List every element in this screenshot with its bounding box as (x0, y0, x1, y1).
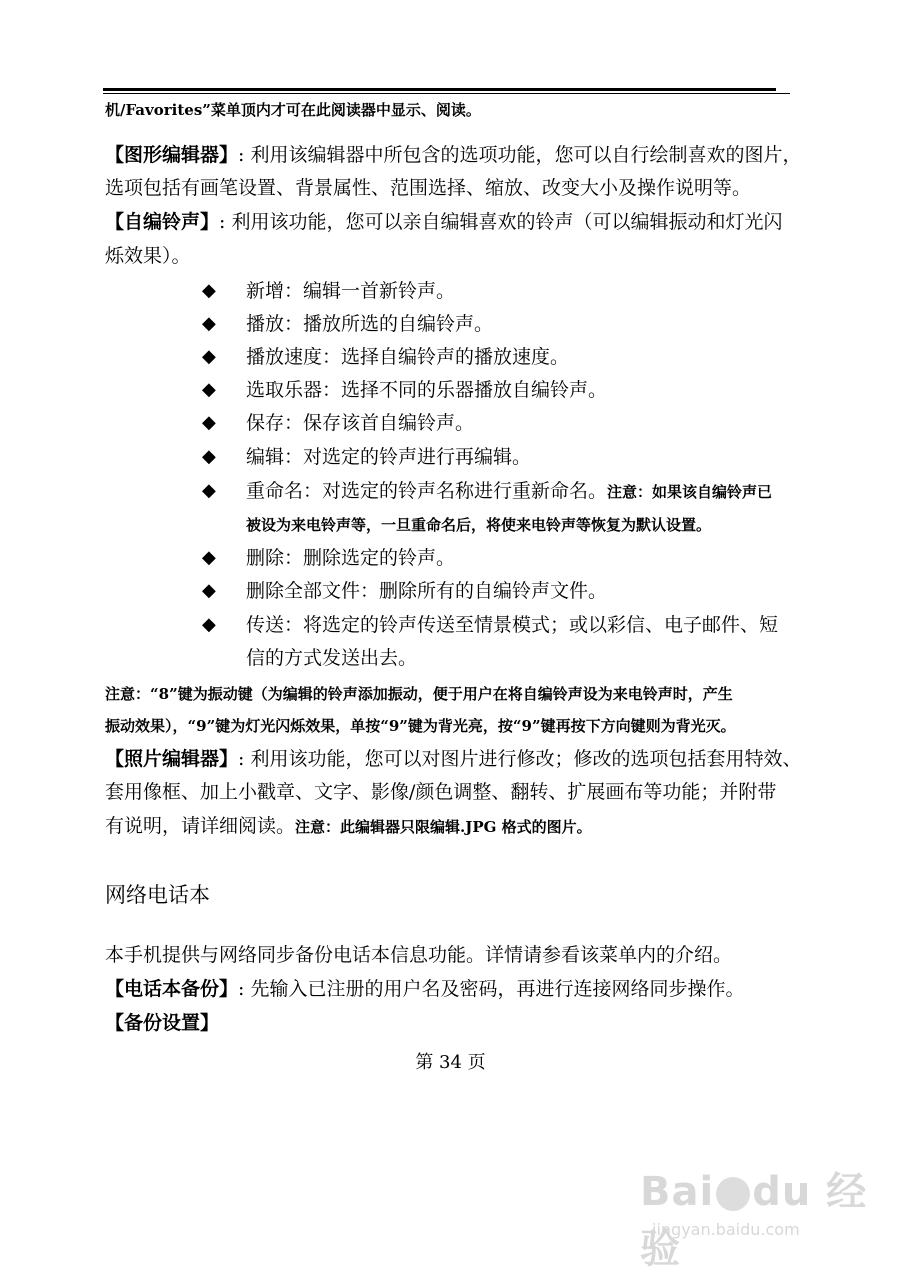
bullet-item (202, 312, 494, 336)
text-line (105, 143, 801, 167)
text: 选取乐器：选择不同的乐器播放自编铃声。 (246, 379, 608, 401)
text: 重命名：对选定的铃声名称进行重新命名。 (246, 480, 608, 502)
text: 烁效果）。 (105, 245, 191, 267)
text-line (105, 176, 751, 200)
text-line (105, 747, 801, 771)
text-line (105, 977, 744, 1001)
page-number: 第 34 页 (415, 1052, 486, 1073)
text: 本手机提供与网络同步备份电话本信息功能。详情请参看该菜单内的介绍。 (105, 944, 733, 966)
baidu-jingyan-watermark (640, 1160, 901, 1274)
text: 播放速度：选择自编铃声的播放速度。 (246, 346, 570, 368)
bullet-diamond-icon: ◆ (202, 313, 216, 334)
text-line (105, 713, 736, 738)
paw-icon (716, 1177, 750, 1211)
text-line (105, 210, 782, 234)
text-line (246, 512, 711, 537)
bold-text: 【图形编辑器】 (105, 144, 239, 166)
text-line (105, 244, 191, 268)
text-line (105, 1011, 219, 1035)
bullet-item (202, 546, 456, 570)
bold-text: 【照片编辑器】 (105, 748, 239, 770)
text: : 利用该编辑器中所包含的选项功能，您可以自行绘制喜欢的图片， (238, 144, 802, 166)
bold-text: 机/Favorites”菜单顶内才可在此阅读器中显示、阅读。 (105, 101, 481, 119)
text: 新增：编辑一首新铃声。 (246, 280, 456, 302)
header-rule (103, 88, 776, 91)
bold-text: 注意：“8”键为振动键（为编辑的铃声添加振动，便于用户在将自编铃声设为来电铃声时，产生 (105, 685, 733, 703)
text-line (246, 646, 417, 670)
bullet-item (202, 479, 773, 504)
bullet-item (202, 279, 456, 303)
bullet-diamond-icon: ◆ (202, 379, 216, 400)
text: : 利用该功能，您可以亲自编辑喜欢的铃声（可以编辑振动和灯光闪 (219, 211, 783, 233)
text: 选项包括有画笔设置、背景属性、范围选择、缩放、改变大小及操作说明等。 (105, 177, 752, 199)
bullet-diamond-icon: ◆ (202, 547, 216, 568)
watermark-url: jingyan.baidu.com (652, 1220, 800, 1239)
text-line (105, 943, 732, 967)
text: 网络电话本 (105, 883, 210, 907)
text: : 先输入已注册的用户名及密码，再进行连接网络同步操作。 (238, 978, 745, 1000)
text: 套用像框、加上小戳章、文字、影像/颜色调整、翻转、扩展画布等功能；并附带 (105, 781, 777, 803)
text: 传送：将选定的铃声传送至情景模式；或以彩信、电子邮件、短 (246, 614, 779, 636)
bullet-diamond-icon: ◆ (202, 412, 216, 433)
bullet-diamond-icon: ◆ (202, 280, 216, 301)
bullet-diamond-icon: ◆ (202, 480, 216, 501)
text-line (105, 780, 776, 804)
text: 编辑：对选定的铃声进行再编辑。 (246, 446, 532, 468)
text: 有说明，请详细阅读。 (105, 815, 296, 837)
bullet-diamond-icon: ◆ (202, 446, 216, 467)
watermark-logo: Bai du 经验 (640, 1169, 868, 1272)
text: 删除全部文件：删除所有的自编铃声文件。 (246, 580, 608, 602)
bullet-item (202, 445, 532, 469)
text: 播放：播放所选的自编铃声。 (246, 313, 494, 335)
bold-text: 被设为来电铃声等，一旦重命名后，将使来电铃声等恢复为默认设置。 (246, 516, 712, 534)
bullet-diamond-icon: ◆ (202, 614, 216, 635)
bold-text: 注意：此编辑器只限编辑.JPG 格式的图片。 (295, 818, 592, 836)
text-line (105, 97, 481, 122)
bold-text: 【自编铃声】 (105, 211, 220, 233)
bullet-item (202, 345, 570, 369)
bullet-item (202, 613, 779, 637)
bold-text: 【电话本备份】 (105, 978, 239, 1000)
header-rule-thin (103, 93, 790, 94)
bold-text: 注意：如果该自编铃声已 (607, 483, 773, 501)
section-heading (105, 883, 210, 907)
text-line (105, 814, 592, 839)
text: 信的方式发送出去。 (246, 647, 418, 669)
bullet-item (202, 579, 608, 603)
text: 删除：删除选定的铃声。 (246, 547, 456, 569)
bullet-diamond-icon: ◆ (202, 346, 216, 367)
text: 保存：保存该首自编铃声。 (246, 412, 475, 434)
bold-text: 【备份设置】 (105, 1012, 220, 1034)
bullet-diamond-icon: ◆ (202, 580, 216, 601)
bold-text: 振动效果），“9”键为灯光闪烁效果，单按“9”键为背光亮，按“9”键再按下方向键则为背光灭。 (105, 717, 736, 735)
bullet-item (202, 411, 475, 435)
bullet-item (202, 378, 608, 402)
text: : 利用该功能，您可以对图片进行修改；修改的选项包括套用特效、 (238, 748, 802, 770)
text-line (105, 681, 733, 706)
